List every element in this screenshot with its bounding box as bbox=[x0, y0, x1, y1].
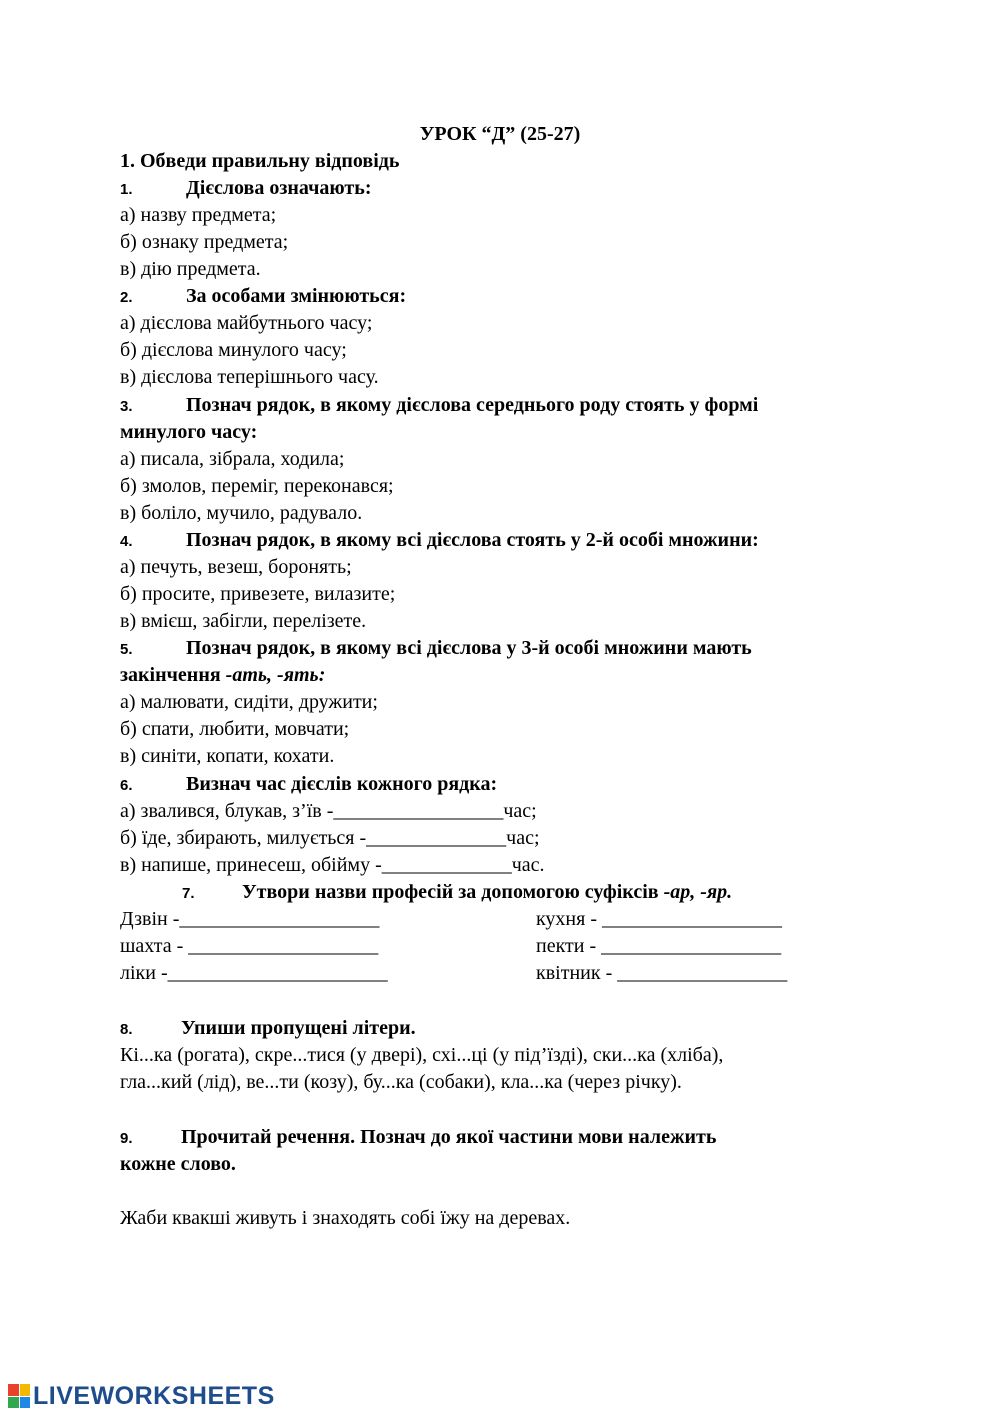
answer-option[interactable]: б) ознаку предмета; bbox=[120, 231, 289, 253]
fill-in-line[interactable]: Кі...ка (рогата), скре...тися (у двері), схі...ці (у під’їзді), ски...ка (хліба), bbox=[120, 1044, 724, 1066]
suffix-text: -ар, -яр. bbox=[663, 881, 733, 903]
question-text: Познач рядок, в якому всі дієслова стоять у 2-й особі множини: bbox=[186, 529, 759, 551]
logo-square bbox=[20, 1397, 31, 1409]
question-text: закінчення bbox=[120, 664, 226, 686]
question-number: 1. bbox=[120, 181, 133, 198]
answer-option[interactable]: в) боліло, мучило, радувало. bbox=[120, 502, 363, 524]
answer-option[interactable]: б) просите, привезете, вилазите; bbox=[120, 583, 396, 605]
fill-in-line[interactable]: в) напише, принесеш, обійму -_____________час. bbox=[120, 854, 545, 876]
question-number: 5. bbox=[120, 641, 133, 658]
answer-option[interactable]: в) дію предмета. bbox=[120, 258, 261, 280]
answer-option[interactable]: б) змолов, переміг, переконався; bbox=[120, 475, 394, 497]
page-title: УРОК “Д” (25-27) bbox=[419, 123, 581, 145]
question-8 bbox=[120, 1015, 416, 1043]
question-text: Дієслова означають: bbox=[186, 177, 372, 199]
question-6 bbox=[120, 771, 497, 799]
answer-option[interactable]: а) печуть, везеш, боронять; bbox=[120, 556, 352, 578]
question-number: 8. bbox=[120, 1021, 133, 1038]
logo-square bbox=[8, 1397, 19, 1409]
answer-option[interactable]: в) дієслова теперішнього часу. bbox=[120, 366, 379, 388]
logo-icon bbox=[8, 1384, 30, 1408]
fill-in-line[interactable]: пекти - __________________ bbox=[536, 935, 782, 957]
question-text: Прочитай речення. Познач до якої частини мови належить bbox=[181, 1126, 717, 1148]
question-number: 9. bbox=[120, 1130, 133, 1147]
logo-square bbox=[8, 1384, 19, 1396]
fill-in-line[interactable]: ліки -______________________ bbox=[120, 962, 388, 984]
question-number: 7. bbox=[182, 885, 195, 902]
question-5 bbox=[120, 635, 752, 663]
question-text: За особами змінюються: bbox=[186, 285, 407, 307]
question-number: 2. bbox=[120, 289, 133, 306]
answer-option[interactable]: в) синіти, копати, кохати. bbox=[120, 745, 335, 767]
sentence[interactable]: Жаби квакші живуть і знаходять собі їжу на деревах. bbox=[120, 1207, 571, 1229]
answer-option[interactable]: б) спати, любити, мовчати; bbox=[120, 718, 350, 740]
question-text: Познач рядок, в якому дієслова середнього роду стоять у формі bbox=[186, 394, 759, 416]
fill-in-line[interactable]: Дзвін -____________________ bbox=[120, 908, 380, 930]
question-text: Познач рядок, в якому всі дієслова у 3-й особі множини мають bbox=[186, 637, 752, 659]
liveworksheets-logo bbox=[8, 1382, 275, 1410]
fill-in-line[interactable]: б) їде, збирають, милується -______________час; bbox=[120, 827, 540, 849]
section-heading: 1. Обведи правильну відповідь bbox=[120, 150, 400, 172]
answer-option[interactable]: а) назву предмета; bbox=[120, 204, 277, 226]
question-number: 4. bbox=[120, 533, 133, 550]
question-9 bbox=[120, 1124, 716, 1152]
question-text-continued bbox=[120, 662, 325, 689]
logo-square bbox=[20, 1384, 31, 1396]
answer-option[interactable]: а) писала, зібрала, ходила; bbox=[120, 448, 345, 470]
question-2 bbox=[120, 283, 406, 311]
question-text: Визнач час дієслів кожного рядка: bbox=[186, 773, 498, 795]
logo-text: LIVEWORKSHEETS bbox=[33, 1381, 275, 1410]
question-4 bbox=[120, 527, 759, 555]
question-number: 6. bbox=[120, 777, 133, 794]
suffix-text: -ать, -ять: bbox=[225, 664, 326, 686]
question-1 bbox=[120, 175, 371, 203]
question-text-continued: минулого часу: bbox=[120, 421, 258, 443]
fill-in-line[interactable]: а) звалився, блукав, з’їв -_________________час; bbox=[120, 800, 537, 822]
answer-option[interactable]: а) малювати, сидіти, дружити; bbox=[120, 691, 378, 713]
question-text: Утвори назви професій за допомогою суфіксів bbox=[242, 881, 664, 903]
fill-in-line[interactable]: гла...кий (лід), ве...ти (козу), бу...ка (собаки), кла...ка (через річку). bbox=[120, 1071, 682, 1093]
question-7 bbox=[182, 879, 732, 907]
answer-option[interactable]: а) дієслова майбутнього часу; bbox=[120, 312, 373, 334]
question-text-continued: кожне слово. bbox=[120, 1153, 236, 1175]
fill-in-line[interactable]: кухня - __________________ bbox=[536, 908, 782, 930]
question-3 bbox=[120, 392, 758, 420]
question-text: Упиши пропущені літери. bbox=[181, 1017, 416, 1039]
fill-in-line[interactable]: квітник - _________________ bbox=[536, 962, 788, 984]
answer-option[interactable]: б) дієслова минулого часу; bbox=[120, 339, 347, 361]
question-number: 3. bbox=[120, 398, 133, 415]
fill-in-line[interactable]: шахта - ___________________ bbox=[120, 935, 379, 957]
answer-option[interactable]: в) вмієш, забігли, перелізете. bbox=[120, 610, 367, 632]
